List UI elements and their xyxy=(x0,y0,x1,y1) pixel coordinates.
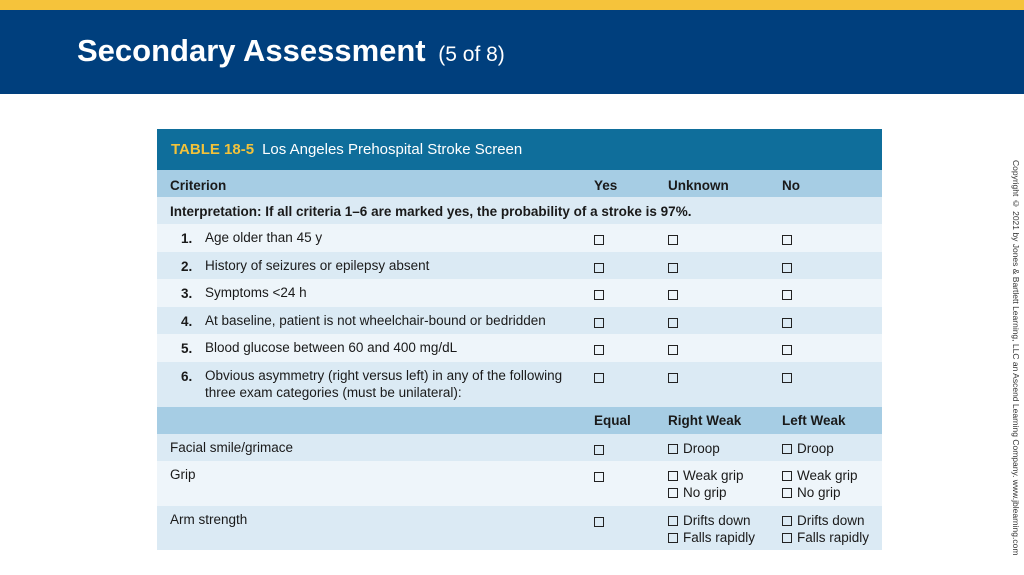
header-left-weak: Left Weak xyxy=(782,413,846,428)
left-weak-options xyxy=(782,467,858,501)
column-header-row xyxy=(157,170,882,197)
unknown-checkbox[interactable] xyxy=(668,342,678,357)
interpretation-row xyxy=(157,197,882,224)
criterion-text: At baseline, patient is not wheelchair-bound or bedridden xyxy=(205,313,546,328)
copyright-notice: Copyright © 2021 by Jones & Bartlett Learning, LLC an Ascend Learning Company. www.jblearning.com xyxy=(1011,160,1021,556)
drifts-down-option[interactable]: Drifts down xyxy=(668,512,755,529)
drifts-down-option[interactable]: Drifts down xyxy=(782,512,869,529)
criterion-number: 2. xyxy=(181,259,193,274)
criterion-row xyxy=(157,362,882,407)
exam-label: Facial smile/grimace xyxy=(170,440,294,455)
equal-checkbox[interactable] xyxy=(594,514,604,529)
right-weak-options xyxy=(668,440,720,457)
exam-row-facial xyxy=(157,434,882,461)
weak-grip-option[interactable]: Weak grip xyxy=(782,467,858,484)
interpretation-text: Interpretation: If all criteria 1–6 are marked yes, the probability of a stroke is 97%. xyxy=(170,204,692,219)
header-equal: Equal xyxy=(594,413,631,428)
left-weak-options xyxy=(782,440,834,457)
header-criterion: Criterion xyxy=(170,178,227,193)
header-yes: Yes xyxy=(594,178,618,193)
exam-row-arm xyxy=(157,506,882,550)
criterion-row xyxy=(157,224,882,252)
criterion-number: 3. xyxy=(181,286,193,301)
exam-row-grip xyxy=(157,461,882,506)
unknown-checkbox[interactable] xyxy=(668,287,678,302)
criterion-number: 6. xyxy=(181,369,193,384)
top-accent-stripe xyxy=(0,0,1024,10)
equal-checkbox[interactable] xyxy=(594,442,604,457)
unknown-checkbox[interactable] xyxy=(668,370,678,385)
slide-title-subtitle: (5 of 8) xyxy=(438,43,505,66)
criterion-row xyxy=(157,279,882,307)
right-weak-options xyxy=(668,467,744,501)
criterion-text: Symptoms <24 h xyxy=(205,285,307,300)
criterion-text: History of seizures or epilepsy absent xyxy=(205,258,430,273)
exam-header-row xyxy=(157,407,882,434)
yes-checkbox[interactable] xyxy=(594,287,604,302)
no-grip-option[interactable]: No grip xyxy=(782,484,858,501)
criterion-number: 4. xyxy=(181,314,193,329)
slide-title xyxy=(77,33,505,69)
equal-checkbox[interactable] xyxy=(594,469,604,484)
no-checkbox[interactable] xyxy=(782,260,792,275)
criterion-row xyxy=(157,252,882,279)
unknown-checkbox[interactable] xyxy=(668,260,678,275)
table-title-bar xyxy=(157,129,882,170)
right-weak-options xyxy=(668,512,755,546)
criterion-row xyxy=(157,307,882,334)
criterion-text: Age older than 45 y xyxy=(205,230,323,245)
header-no: No xyxy=(782,178,800,193)
exam-label: Arm strength xyxy=(170,512,248,527)
droop-option[interactable]: Droop xyxy=(668,440,720,457)
slide-title-main: Secondary Assessment xyxy=(77,33,426,68)
no-checkbox[interactable] xyxy=(782,287,792,302)
table-name: Los Angeles Prehospital Stroke Screen xyxy=(262,141,523,158)
yes-checkbox[interactable] xyxy=(594,260,604,275)
unknown-checkbox[interactable] xyxy=(668,232,678,247)
criterion-text: Blood glucose between 60 and 400 mg/dL xyxy=(205,340,458,355)
header-unknown: Unknown xyxy=(668,178,729,193)
table-number: TABLE 18-5 xyxy=(171,141,255,158)
droop-option[interactable]: Droop xyxy=(782,440,834,457)
criterion-number: 5. xyxy=(181,341,193,356)
no-checkbox[interactable] xyxy=(782,232,792,247)
yes-checkbox[interactable] xyxy=(594,342,604,357)
criterion-text: Obvious asymmetry (right versus left) in any of the following three exam categories (must be unilateral): xyxy=(205,368,563,400)
no-checkbox[interactable] xyxy=(782,342,792,357)
exam-label: Grip xyxy=(170,467,196,482)
left-weak-options xyxy=(782,512,869,546)
no-checkbox[interactable] xyxy=(782,370,792,385)
stroke-screen-table xyxy=(157,129,882,550)
yes-checkbox[interactable] xyxy=(594,315,604,330)
yes-checkbox[interactable] xyxy=(594,232,604,247)
criterion-number: 1. xyxy=(181,231,193,246)
weak-grip-option[interactable]: Weak grip xyxy=(668,467,744,484)
no-checkbox[interactable] xyxy=(782,315,792,330)
unknown-checkbox[interactable] xyxy=(668,315,678,330)
no-grip-option[interactable]: No grip xyxy=(668,484,744,501)
yes-checkbox[interactable] xyxy=(594,370,604,385)
header-right-weak: Right Weak xyxy=(668,413,742,428)
falls-rapidly-option[interactable]: Falls rapidly xyxy=(668,529,755,546)
falls-rapidly-option[interactable]: Falls rapidly xyxy=(782,529,869,546)
criterion-row xyxy=(157,334,882,362)
